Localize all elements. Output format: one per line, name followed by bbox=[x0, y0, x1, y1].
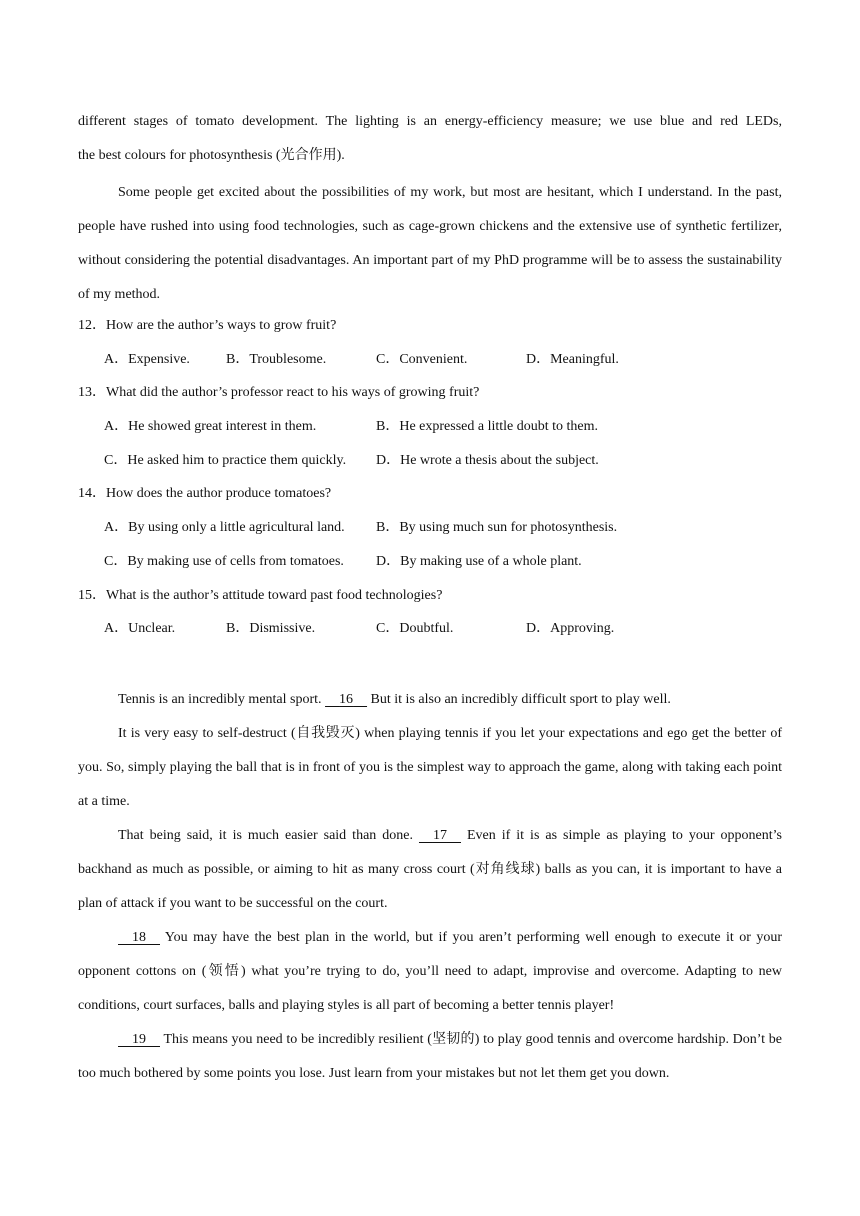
answer-option: B．Dismissive. bbox=[226, 621, 316, 637]
answer-option: D．Approving. bbox=[526, 621, 615, 637]
answer-option: A．By using only a little agricultural land. bbox=[104, 520, 345, 536]
paragraph-text: But it is also an incredibly difficult sport to play well. bbox=[367, 691, 671, 707]
answer-option: A．Expensive. bbox=[104, 351, 190, 367]
options-row bbox=[78, 346, 782, 380]
answer-option: B．Troublesome. bbox=[226, 351, 327, 367]
options-row bbox=[78, 413, 782, 447]
answer-option: C．He asked him to practice them quickly. bbox=[104, 452, 347, 468]
answer-option: B．He expressed a little doubt to them. bbox=[376, 419, 599, 435]
paragraph-text: You may have the best plan in the world, but if you aren’t performing well enough to execute it or your opponent cottons on (领悟) what you’re trying to do, you’ll need to adapt, improvise and overcome. Adapting to new conditions, court surfaces, balls and playing styles is all part of becoming a better tennis player! bbox=[78, 929, 782, 1013]
cloze-paragraph bbox=[78, 819, 782, 921]
options-row bbox=[78, 447, 782, 481]
answer-option: C．By making use of cells from tomatoes. bbox=[104, 553, 344, 569]
answer-option: D．He wrote a thesis about the subject. bbox=[376, 452, 599, 468]
cloze-paragraph bbox=[78, 921, 782, 1023]
paragraph-text: Even if it is as simple as playing to your opponent’s backhand as much as possible, or aiming to hit as many cross court (对角线球) balls as you can, it is important to have a plan of attack if you want to be successful on the court. bbox=[78, 827, 782, 911]
blank-number: 19 bbox=[132, 1031, 146, 1047]
paragraph: Some people get excited about the possibilities of my work, but most are hesitant, which I understand. In the past, people have rushed into using food technologies, such as cage-grown chickens and the extensive use of synthetic fertilizer, without considering the potential disadvantages. An important part of my PhD programme will be to assess the sustainability of my method. bbox=[78, 185, 782, 302]
answer-option: A．He showed great interest in them. bbox=[104, 419, 317, 435]
options-row bbox=[78, 615, 782, 649]
question-stem: 14．How does the author produce tomatoes? bbox=[78, 486, 332, 502]
paragraph-line: the best colours for photosynthesis (光合作用). bbox=[78, 148, 345, 163]
answer-option: B．By using much sun for photosynthesis. bbox=[376, 520, 618, 536]
cloze-paragraph bbox=[78, 1023, 782, 1091]
answer-option: D．By making use of a whole plant. bbox=[376, 553, 582, 569]
blank-16 bbox=[325, 683, 367, 717]
answer-option: C．Convenient. bbox=[376, 351, 468, 367]
question-list bbox=[78, 312, 782, 649]
cloze-paragraph bbox=[78, 683, 782, 717]
answer-option: A．Unclear. bbox=[104, 621, 176, 637]
blank-18 bbox=[118, 921, 160, 955]
question-stem: 13．What did the author’s professor react to his ways of growing fruit? bbox=[78, 385, 480, 401]
question-stem: 12．How are the author’s ways to grow fruit? bbox=[78, 318, 337, 333]
blank-19 bbox=[118, 1023, 160, 1057]
document-page bbox=[78, 108, 782, 1091]
cloze-paragraph: It is very easy to self-destruct (自我毁灭) when playing tennis if you let your expectations and ego get the better of you. So, simply playing the ball that is in front of you is the simplest way to approach the game, along with taking each point at a time. bbox=[78, 725, 782, 809]
paragraph-line: different stages of tomato development. The lighting is an energy-efficiency measure; we use blue and red LEDs, bbox=[78, 114, 782, 129]
answer-option: D．Meaningful. bbox=[526, 351, 619, 367]
blank-17 bbox=[419, 819, 461, 853]
paragraph-text: That being said, it is much easier said than done. bbox=[118, 827, 419, 843]
section-gap bbox=[78, 649, 782, 683]
blank-number: 18 bbox=[132, 929, 146, 945]
options-row bbox=[78, 514, 782, 548]
paragraph-text: This means you need to be incredibly resilient (坚韧的) to play good tennis and overcome hardship. Don’t be too much bothered by some points you lose. Just learn from your mistakes but not let them get you down. bbox=[78, 1031, 782, 1081]
answer-option: C．Doubtful. bbox=[376, 621, 454, 637]
blank-number: 16 bbox=[339, 691, 354, 707]
question-stem: 15．What is the author’s attitude toward past food technologies? bbox=[78, 587, 443, 603]
options-row bbox=[78, 548, 782, 582]
paragraph-text: Tennis is an incredibly mental sport. bbox=[118, 691, 326, 707]
blank-number: 17 bbox=[432, 827, 447, 843]
